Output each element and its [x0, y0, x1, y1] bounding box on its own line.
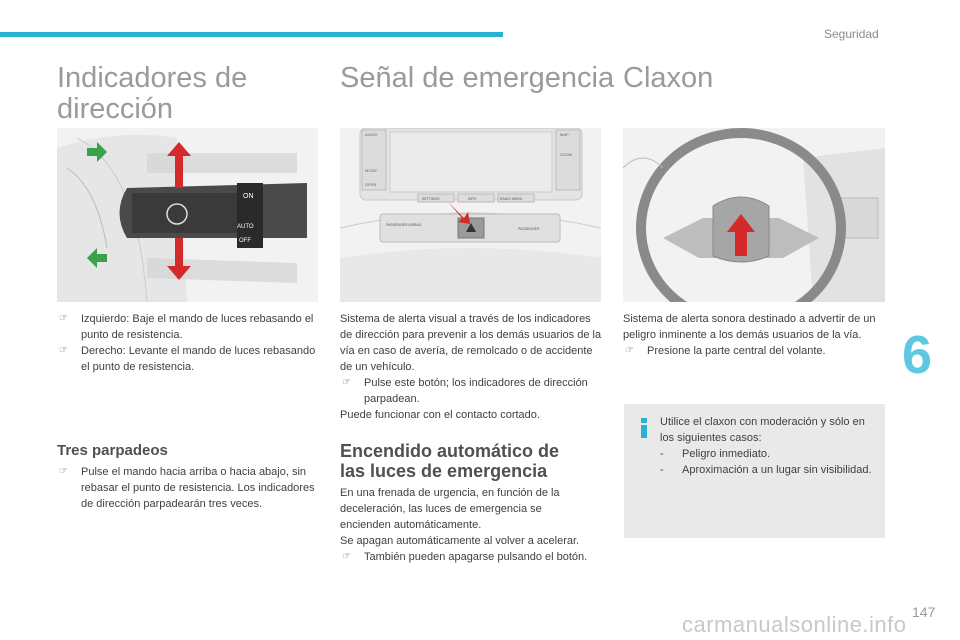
steering-wheel-drawing — [623, 128, 885, 302]
hazard-button-illustration — [340, 128, 601, 302]
stalk-label-auto: AUTO — [237, 224, 254, 230]
subtitle-tres-parpadeos: Tres parpadeos — [57, 442, 168, 459]
chapter-number: 6 — [902, 325, 933, 385]
stalk-drawing — [57, 128, 318, 302]
title-indicadores: Indicadores de dirección — [57, 62, 248, 125]
section-label: Seguridad — [824, 27, 879, 41]
panel-label-map: MAP — [560, 132, 569, 137]
hand-pointer-icon: ☞ — [625, 345, 634, 356]
hand-pointer-icon: ☞ — [59, 466, 68, 477]
panel-label-zoom: ZOOM — [560, 152, 572, 157]
panel-label-mode: MODE — [365, 168, 377, 173]
panel-label-passenger-airbag: PASSENGER AIRBAG — [386, 223, 422, 227]
list-item: ☞ Pulse este botón; los indicadores de dirección parpadean. — [342, 377, 588, 405]
info-text: Utilice el claxon con moderación y sólo en los siguientes casos: - Peligro inmediato. - Aproximación a un lugar sin visibilidad. — [660, 414, 878, 478]
stalk-label-off: OFF — [239, 238, 251, 244]
list-item: ☞ Pulse el mando hacia arriba o hacia abajo, sin rebasar el punto de resistencia. Los indicadores de dirección parpadearán tres veces. — [59, 466, 315, 510]
col2-sub-text — [340, 485, 590, 565]
list-item: ☞ Derecho: Levante el mando de luces rebasando el punto de resistencia. — [59, 345, 316, 373]
panel-label-audio: AUDIO — [365, 132, 378, 137]
list-item: - Peligro inmediato. — [660, 448, 771, 460]
turn-signal-stalk-illustration — [57, 128, 318, 302]
panel-label-info: INFO — [468, 197, 477, 201]
hand-pointer-icon: ☞ — [342, 551, 351, 562]
watermark: carmanualsonline.info — [682, 612, 907, 637]
info-icon — [638, 418, 650, 438]
col2-text — [340, 311, 602, 423]
list-item: - Aproximación a un lugar sin visibilidad. — [660, 464, 872, 476]
panel-label-passenger: PASSENGER — [518, 227, 540, 231]
dashboard-drawing — [340, 128, 601, 302]
hand-pointer-icon: ☞ — [59, 345, 68, 356]
title-claxon: Claxon — [623, 62, 714, 94]
horn-illustration — [623, 128, 885, 302]
panel-label-settings: SETTINGS — [422, 197, 440, 201]
col1-sub-bullets — [57, 464, 319, 512]
col1-bullets — [57, 311, 317, 375]
auto-hazard-text-1: En una frenada de urgencia, en función de la deceleración, las luces de emergencia se encienden automáticamente. — [340, 487, 560, 531]
hazard-outro: Puede funcionar con el contacto cortado. — [340, 409, 540, 421]
panel-label-radio-menu: RADIO MENU — [500, 197, 523, 201]
list-item: ☞ Izquierdo: Baje el mando de luces rebasando el punto de resistencia. — [59, 313, 314, 341]
hand-pointer-icon: ☞ — [59, 313, 68, 324]
subtitle-encendido-automatico: Encendido automático de las luces de emergencia — [340, 441, 560, 481]
page-number: 147 — [912, 604, 936, 620]
list-item: ☞ También pueden apagarse pulsando el botón. — [342, 551, 588, 563]
panel-label-open: OPEN — [365, 182, 377, 187]
info-box — [624, 404, 885, 538]
stalk-label-on: ON — [243, 193, 254, 200]
auto-hazard-text-2: Se apagan automáticamente al volver a acelerar. — [340, 535, 580, 547]
horn-intro: Sistema de alerta sonora destinado a advertir de un peligro inminente a los demás usuarios de la vía. — [623, 313, 876, 341]
title-senal-emergencia: Señal de emergencia — [340, 62, 615, 94]
hand-pointer-icon: ☞ — [342, 377, 351, 388]
list-item: ☞ Presione la parte central del volante. — [625, 345, 826, 357]
col3-text — [623, 311, 885, 359]
top-accent-bar — [0, 32, 503, 37]
hazard-intro: Sistema de alerta visual a través de los indicadores de dirección para prevenir a los demás usuarios de la vía en caso de avería, de remolcado o de accidente de un vehículo. — [340, 313, 602, 373]
